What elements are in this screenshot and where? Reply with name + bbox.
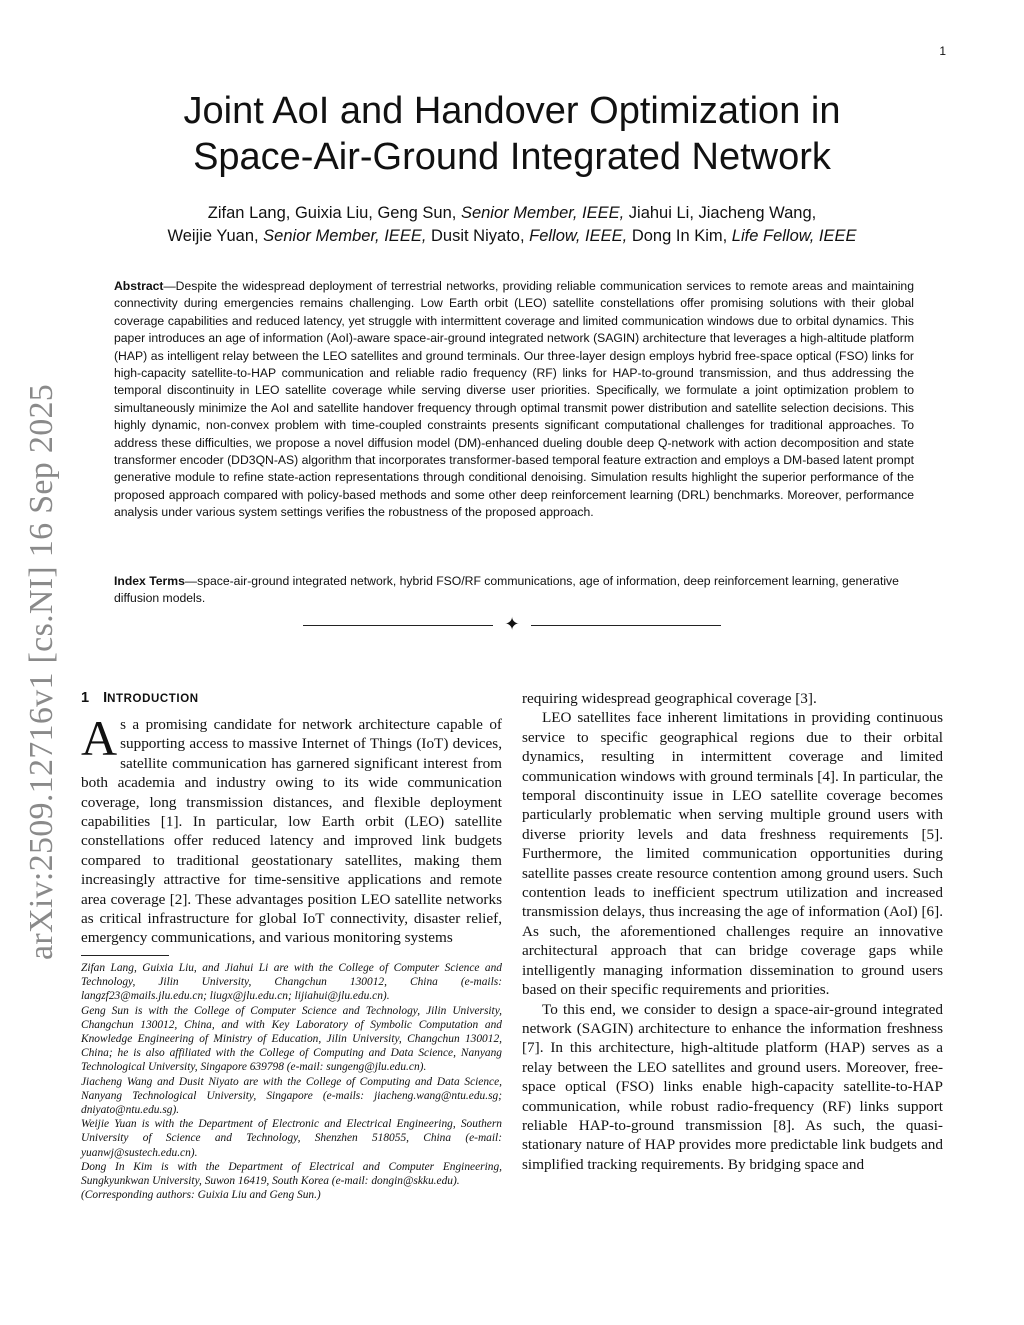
author-line-1 xyxy=(90,202,934,225)
footnote: Geng Sun is with the College of Computer Science and Technology, Jilin University, Changchun 130012, China, and with Key Laboratory of Symbolic Computation and Knowledge Engineering of Ministry of Education, Jilin University, Changchun 130012, China; he is also affiliated with the College of Computing and Data Science, Nanyang Technological University, Singapore 639798 (e-mail: sungeng@jlu.edu.cn). xyxy=(81,1004,502,1074)
divider-line-right xyxy=(531,625,721,626)
intro-paragraph-3: To this end, we consider to design a space-air-ground integrated network (SAGIN) architecture to enhance the information freshness [7]. In this architecture, high-altitude platform (HAP) serves as a relay between the LEO satellites and ground users. Moreover, free-space optical (FSO) links enable high-capacity satellite-to-HAP communication, while robust radio-frequency (RF) links support reliable HAP-to-ground transmission [8]. As such, the quasi-stationary nature of HAP provides more predictable link budgets and simplified tracking requirements. By bridging space and xyxy=(522,1000,943,1173)
index-terms xyxy=(114,573,914,608)
divider-line-left xyxy=(303,625,493,626)
abstract-label: Abstract xyxy=(114,279,164,293)
abstract xyxy=(114,278,914,522)
author-membership: Life Fellow, IEEE xyxy=(731,227,857,245)
footnote: (Corresponding authors: Guixia Liu and Geng Sun.) xyxy=(81,1189,321,1202)
author-footnotes xyxy=(81,961,502,1202)
author-membership: Senior Member, IEEE, xyxy=(460,204,625,222)
section-number: 1 xyxy=(81,690,90,706)
intro-paragraph-1-text: s a promising candidate for network architecture capable of supporting access to massive Internet of Things (IoT) devices, satellite communication has garnered significant interest from both academia and industry owing to its wide communication coverage, long transmission distances, and flexible deployment capabilities [1]. In particular, low Earth orbit (LEO) satellite constellations offer reduced latency and improved link budgets compared to traditional geostationary satellites, making them increasingly attractive for time-sensitive applications and remote area coverage [2]. These advantages position LEO satellite networks as critical infrastructure for global IoT connectivity, disaster relief, emergency communications, and various monitoring systems xyxy=(81,716,502,947)
section-title-initial: I xyxy=(103,690,108,706)
title-line-1: Joint AoI and Handover Optimization in xyxy=(183,90,841,132)
intro-paragraph-1 xyxy=(81,710,502,948)
section-divider xyxy=(303,616,721,636)
author-line-2 xyxy=(90,225,934,248)
page-number: 1 xyxy=(939,44,946,58)
author-membership: Senior Member, IEEE, xyxy=(263,227,427,245)
author-names: Jiahui Li, Jiacheng Wang, xyxy=(624,204,817,222)
index-terms-text: —space-air-ground integrated network, hybrid FSO/RF communications, age of information, deep reinforcement learning, generative diffusion models. xyxy=(114,574,899,606)
right-column xyxy=(522,689,943,1174)
footnote-rule xyxy=(81,955,169,956)
author-names: Weijie Yuan, xyxy=(167,227,264,245)
author-names: Zifan Lang, Guixia Liu, Geng Sun, xyxy=(207,204,461,222)
divider-star-icon: ✦ xyxy=(504,614,520,635)
section-title-rest: NTRODUCTION xyxy=(107,693,199,705)
footnote: Weijie Yuan is with the Department of Electronic and Electrical Engineering, Southern University of Science and Technology, Shenzhen 518055, China (e-mail: yuanwj@sustech.edu.cn). xyxy=(81,1118,502,1159)
intro-paragraph-2: LEO satellites face inherent limitations in providing continuous service to specific geographical regions due to their orbital dynamics, resulting in intermittent coverage and limited communication windows with ground terminals [4]. In particular, the temporal discontinuity issue in LEO satellite coverage becomes particularly problematic when serving multiple ground users with diverse priority levels and data freshness requirements [5]. Furthermore, the limited communication opportunities during satellite passes create resource contention among ground users. Such contention leads to inefficient spectrum utilization and increased transmission delays, thus increasing the age of information (AoI) [6]. As such, the aforementioned challenges require an innovative architectural approach that can bridge coverage gaps while intelligently managing information dissemination to ground users based on their specific requirements and priorities. xyxy=(522,709,943,999)
paper-title xyxy=(100,88,924,180)
author-names: Dusit Niyato, xyxy=(426,227,530,245)
arxiv-identifier-stamp: arXiv:2509.12716v1 [cs.NI] 16 Sep 2025 xyxy=(23,383,60,960)
author-membership: Fellow, IEEE, xyxy=(529,227,628,245)
title-line-2: Space-Air-Ground Integrated Network xyxy=(193,136,831,178)
author-names: Dong In Kim, xyxy=(627,227,732,245)
author-list xyxy=(90,202,934,248)
footnote: Dong In Kim is with the Department of Electrical and Computer Engineering, Sungkyunkwan University, Suwon 16419, South Korea (e-mail: dongin@skku.edu). xyxy=(81,1160,502,1188)
intro-paragraph-1-continued: requiring widespread geographical coverage [3]. xyxy=(522,690,817,707)
abstract-text: —Despite the widespread deployment of terrestrial networks, providing reliable communication services to remote areas and maintaining connectivity during emergencies remains challenging. Low Earth orbit (LEO) satellite constellations offer promising solutions with their global coverage capabilities and reduced latency, yet struggle with intermittent coverage and limited communication windows due to orbital dynamics. This paper introduces an age of information (AoI)-aware space-air-ground integrated network (SAGIN) architecture that leverages a high-altitude platform (HAP) as intelligent relay between the LEO satellites and ground terminals. Our three-layer design employs hybrid free-space optical (FSO) links for high-capacity satellite-to-HAP communication and reliable radio frequency (RF) links for HAP-to-ground transmission, and thus addressing the temporal discontinuity in LEO satellite coverage while serving diverse user priorities. Specifically, we formulate a joint optimization problem to simultaneously minimize the AoI and satellite handover frequency through optimal transmit power distribution and satellite selection decisions. This highly dynamic, non-convex problem with time-coupled constraints presents significant computational challenges for traditional approaches. To address these difficulties, we propose a novel diffusion model (DM)-enhanced dueling double deep Q-network with action decomposition and state transformer encoder (DD3QN-AS) algorithm that incorporates transformer-based temporal feature extraction and employs a DM-based latent prompt generative module to refine state-action representations through conditional denoising. Simulation results highlight the superior performance of the proposed approach compared with policy-based methods and some other deep reinforcement learning (DRL) benchmarks. Moreover, performance analysis under various system settings verifies the robustness of the proposed approach. xyxy=(114,279,914,520)
index-terms-label: Index Terms xyxy=(114,574,185,588)
section-heading-introduction xyxy=(81,688,502,709)
footnote: Jiacheng Wang and Dusit Niyato are with the College of Computing and Data Science, Nanyang Technological University, Singapore (e-mails: jiacheng.wang@ntu.edu.sg; dniyato@ntu.edu.sg). xyxy=(81,1075,502,1117)
footnote: Zifan Lang, Guixia Liu, and Jiahui Li are with the College of Computer Science and Technology, Jilin University, Changchun 130012, China (e-mails: langzf23@mails.jlu.edu.cn; liugx@jlu.edu.cn; lijiahui@jlu.edu.cn). xyxy=(81,962,502,1003)
left-column xyxy=(81,688,502,948)
drop-cap: A xyxy=(81,710,118,766)
